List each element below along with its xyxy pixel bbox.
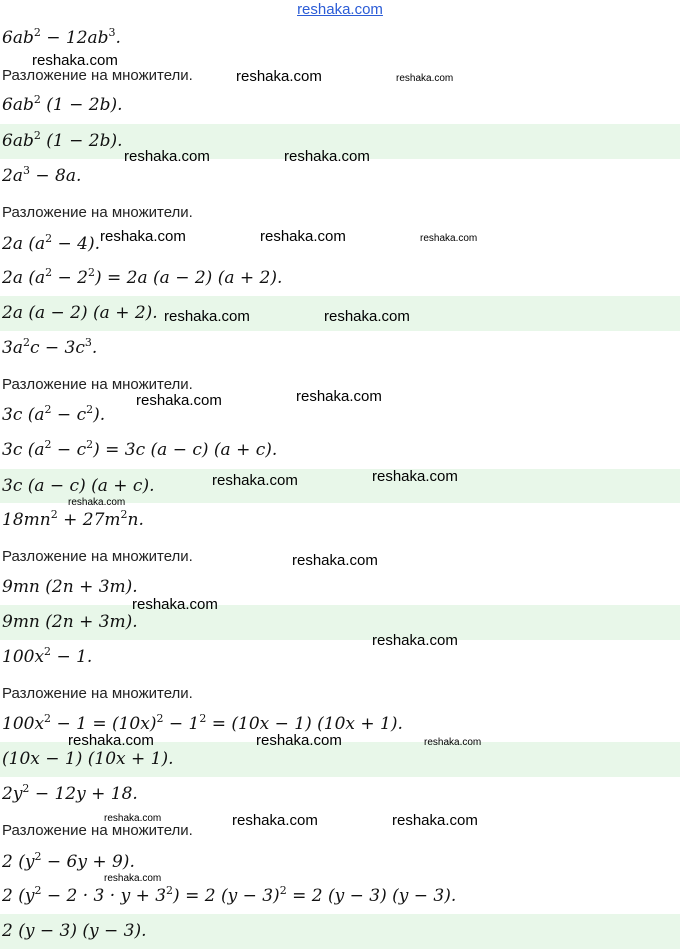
watermark: reshaka.com <box>100 228 186 245</box>
watermark: reshaka.com <box>420 233 478 244</box>
watermark: reshaka.com <box>232 812 318 829</box>
site-link[interactable]: reshaka.com <box>297 1 383 18</box>
watermark: reshaka.com <box>136 392 222 409</box>
problem-3-step-2: 3c $(a^2 - c^2) = 3c$ (a − c) (a + c). <box>2 438 278 460</box>
watermark: reshaka.com <box>396 73 454 84</box>
problem-4-label: Разложение на множители. <box>2 548 193 565</box>
watermark: reshaka.com <box>236 68 322 85</box>
watermark: reshaka.com <box>296 388 382 405</box>
watermark: reshaka.com <box>124 148 210 165</box>
problem-4-statement: $18mn^2 + 27m^2n$. <box>2 508 144 530</box>
watermark: reshaka.com <box>104 873 162 884</box>
problem-6-statement: $2y^2 - 12y + 18$. <box>2 782 138 804</box>
problem-2-step-1: 2a $(a^2 - 4)$. <box>2 232 101 254</box>
problem-2-answer: 2a (a − 2) (a + 2). <box>0 296 680 331</box>
problem-4-answer: 9mn (2n + 3m). <box>0 605 680 640</box>
problem-3-step-1: 3c $(a^2 - c^2)$. <box>2 403 106 425</box>
problem-1-label: Разложение на множители. <box>2 67 193 84</box>
problem-5-answer: (10x − 1) (10x + 1). <box>0 742 680 777</box>
watermark: reshaka.com <box>132 596 218 613</box>
problem-2-step-2: 2a $(a^2 - 2^2) = 2a$ (a − 2) (a + 2). <box>2 266 283 288</box>
problem-5-label: Разложение на множители. <box>2 685 193 702</box>
watermark: reshaka.com <box>324 308 410 325</box>
problem-5-step-1: $100x^2 - 1 = (10x)^2 - 1^2 = (10x - 1) (10x + 1)$. <box>2 712 403 734</box>
problem-1-statement: $6ab^2 - 12ab^3$. <box>2 26 121 48</box>
watermark: reshaka.com <box>392 812 478 829</box>
watermark: reshaka.com <box>372 632 458 649</box>
problem-4-step-1: 9mn (2n + 3m). <box>2 577 138 597</box>
problem-2-statement: $2a^3 - 8a$. <box>2 164 82 186</box>
problem-6-step-1: 2 $(y^2 - 6y + 9)$. <box>2 850 135 872</box>
watermark: reshaka.com <box>68 497 126 508</box>
problem-5-statement: $100x^2 - 1$. <box>2 645 93 667</box>
problem-3-answer: 3c (a − c) (a + c). <box>0 469 680 503</box>
watermark: reshaka.com <box>32 52 118 69</box>
watermark: reshaka.com <box>372 468 458 485</box>
watermark: reshaka.com <box>256 732 342 749</box>
problem-3-label: Разложение на множители. <box>2 376 193 393</box>
watermark: reshaka.com <box>104 813 162 824</box>
problem-6-label: Разложение на множители. <box>2 822 193 839</box>
problem-6-answer: 2 (y − 3) (y − 3). <box>0 914 680 949</box>
watermark: reshaka.com <box>164 308 250 325</box>
problem-3-statement: $3a^2c - 3c^3$. <box>2 336 98 358</box>
problem-2-label: Разложение на множители. <box>2 204 193 221</box>
watermark: reshaka.com <box>424 737 482 748</box>
watermark: reshaka.com <box>68 732 154 749</box>
watermark: reshaka.com <box>260 228 346 245</box>
watermark: reshaka.com <box>292 552 378 569</box>
problem-1-answer: $6ab^2$ (1 − 2b). <box>0 124 680 159</box>
watermark: reshaka.com <box>284 148 370 165</box>
problem-1-step-1: $6ab^2$ (1 − 2b). <box>2 93 123 115</box>
problem-6-step-2: 2 $(y^2 - 2 \cdot 3 \cdot y + 3^2) = 2$ $(y - 3)^2 = 2$ (y − 3) (y − 3). <box>2 884 457 906</box>
watermark: reshaka.com <box>212 472 298 489</box>
